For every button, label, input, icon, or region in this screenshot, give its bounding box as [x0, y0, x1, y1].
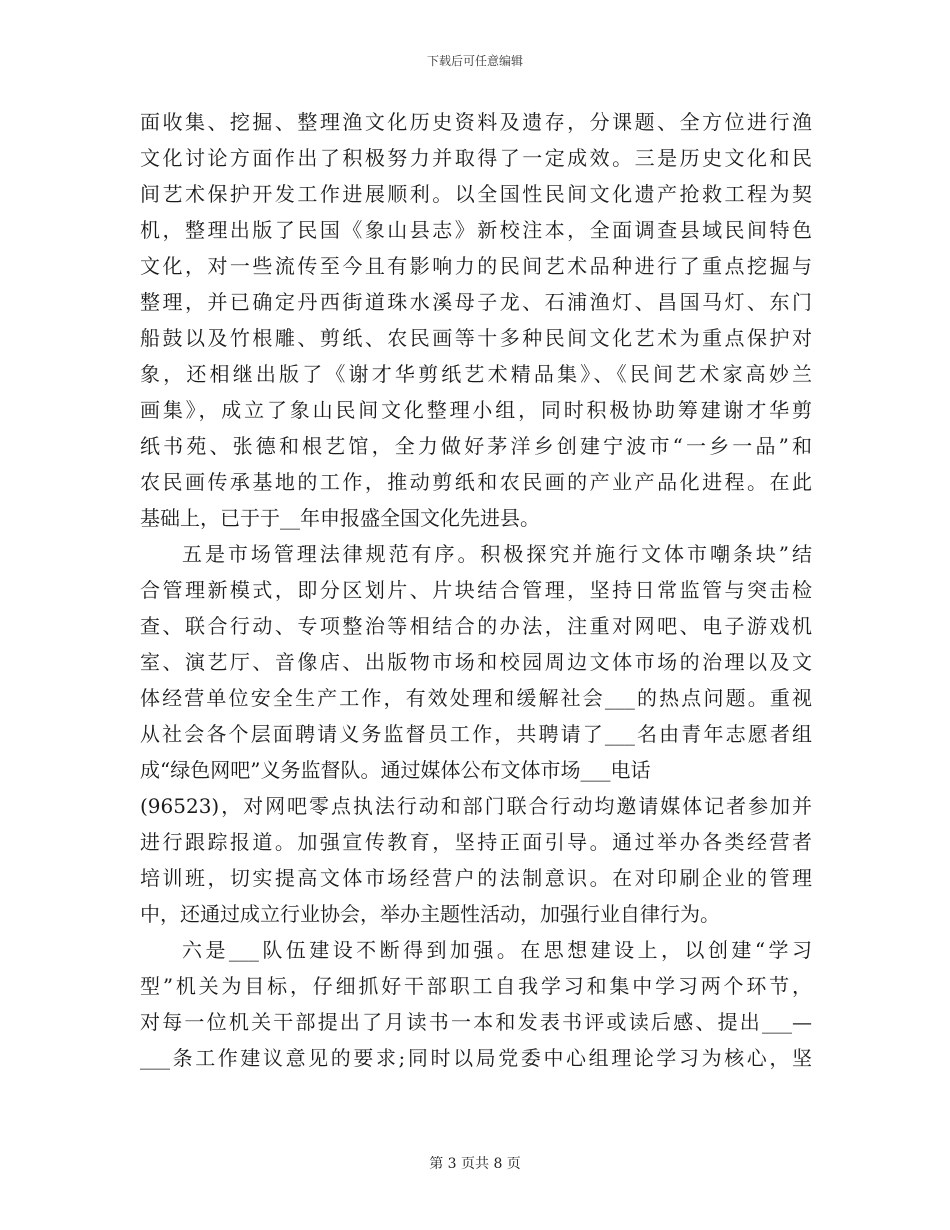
text-line: 进行跟踪报道。加强宣传教育，坚持正面引导。通过举办各类经营者 — [140, 830, 812, 854]
text-line: (96523)，对网吧零点执法行动和部门联合行动均邀请媒体记者参加并 — [140, 794, 812, 818]
paragraph-end-line: 中，还通过成立行业协会，举办主题性活动，加强行业自律行为。 — [140, 902, 720, 926]
text-line: ___条工作建议意见的要求;同时以局党委中心组理论学习为核心，坚 — [140, 1046, 812, 1070]
text-line: 间艺术保护开发工作进展顺利。以全国性民间文化遗产抢救工程为契 — [140, 182, 812, 206]
paragraph-end-line: 基础上，已于于__年申报盛全国文化先进县。 — [140, 506, 540, 530]
text-line: 查、联合行动、专项整治等相结合的办法，注重对网吧、电子游戏机 — [140, 614, 812, 638]
page-header: 下载后可任意编辑 — [426, 54, 523, 68]
text-line: 农民画传承基地的工作，推动剪纸和农民画的产业产品化进程。在此 — [140, 470, 812, 494]
text-line: 培训班，切实提高文体市场经营户的法制意识。在对印刷企业的管理 — [140, 866, 812, 890]
text-line: 机，整理出版了民国《象山县志》新校注本，全面调查县域民间特色 — [140, 218, 812, 242]
text-line: 合管理新模式，即分区划片、片块结合管理，坚持日常监管与突击检 — [140, 578, 812, 602]
text-line: 成“绿色网吧”义务监督队。通过媒体公布文体市场___电话 — [140, 758, 651, 782]
page-footer: 第 3 页共 8 页 — [429, 1156, 521, 1172]
text-line: 整理，并已确定丹西街道珠水溪母子龙、石浦渔灯、昌国马灯、东门 — [140, 290, 812, 314]
text-line: 画集》，成立了象山民间文化整理小组，同时积极协助筹建谢才华剪 — [140, 398, 812, 422]
text-line: 型”机关为目标，仔细抓好干部职工自我学习和集中学习两个环节， — [140, 974, 812, 998]
text-line: 文化讨论方面作出了积极努力并取得了一定成效。三是历史文化和民 — [140, 146, 812, 170]
paragraph-start-line: 六是___队伍建设不断得到加强。在思想建设上，以创建“学习 — [182, 938, 812, 962]
text-line: 对每一位机关干部提出了月读书一本和发表书评或读后感、提出___— — [140, 1010, 812, 1034]
text-line: 象，还相继出版了《谢才华剪纸艺术精品集》、《民间艺术家高妙兰 — [140, 362, 812, 386]
text-line: 体经营单位安全生产工作，有效处理和缓解社会___的热点问题。重视 — [140, 686, 812, 710]
document-body — [140, 104, 812, 1076]
text-line: 文化，对一些流传至今且有影响力的民间艺术品种进行了重点挖掘与 — [140, 254, 812, 278]
text-line: 船鼓以及竹根雕、剪纸、农民画等十多种民间文化艺术为重点保护对 — [140, 326, 812, 350]
text-line: 纸书苑、张德和根艺馆，全力做好茅洋乡创建宁波市“一乡一品”和 — [140, 434, 812, 458]
text-line: 从社会各个层面聘请义务监督员工作，共聘请了___名由青年志愿者组 — [140, 722, 812, 746]
text-line: 室、演艺厅、音像店、出版物市场和校园周边文体市场的治理以及文 — [140, 650, 812, 674]
text-line: 面收集、挖掘、整理渔文化历史资料及遗存，分课题、全方位进行渔 — [140, 110, 812, 134]
paragraph-start-line: 五是市场管理法律规范有序。积极探究并施行文体市嘲条块”结 — [182, 542, 812, 566]
